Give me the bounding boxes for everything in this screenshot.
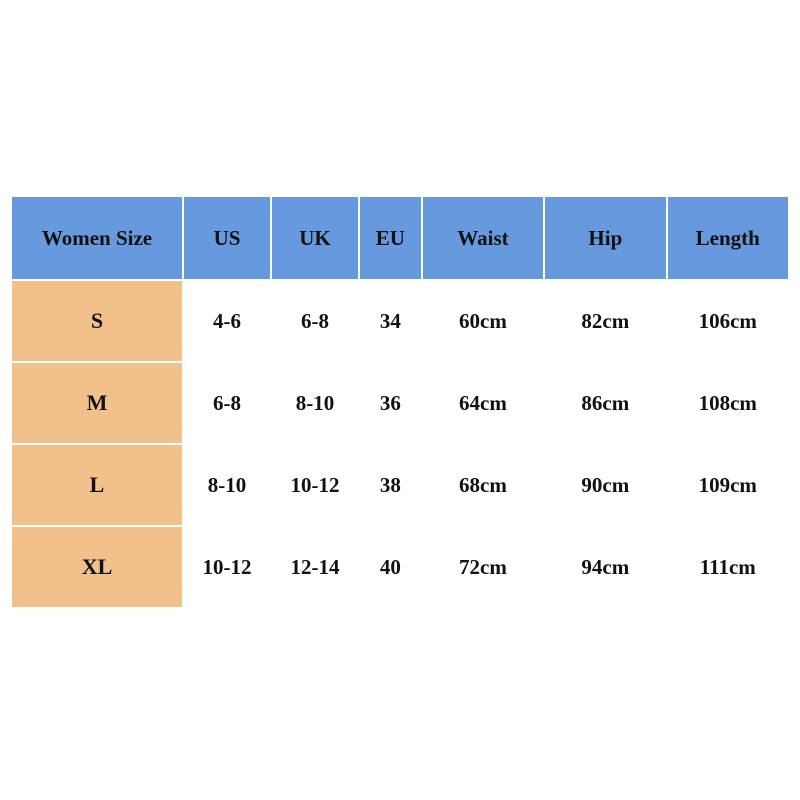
cell-size: XL — [11, 526, 183, 608]
cell-length: 109cm — [667, 444, 789, 526]
table-row — [11, 526, 789, 608]
women-size-chart-table — [10, 195, 790, 609]
cell-eu: 34 — [359, 280, 422, 362]
table-row — [11, 362, 789, 444]
cell-uk: 10-12 — [271, 444, 359, 526]
cell-waist: 64cm — [422, 362, 544, 444]
cell-uk: 8-10 — [271, 362, 359, 444]
column-header-length: Length — [667, 196, 789, 280]
table-body — [11, 280, 789, 608]
column-header-uk: UK — [271, 196, 359, 280]
cell-waist: 72cm — [422, 526, 544, 608]
table-row — [11, 444, 789, 526]
cell-eu: 36 — [359, 362, 422, 444]
cell-length: 108cm — [667, 362, 789, 444]
cell-us: 8-10 — [183, 444, 271, 526]
cell-hip: 94cm — [544, 526, 666, 608]
cell-us: 10-12 — [183, 526, 271, 608]
cell-size: M — [11, 362, 183, 444]
table-row — [11, 280, 789, 362]
cell-eu: 40 — [359, 526, 422, 608]
column-header-us: US — [183, 196, 271, 280]
table-header — [11, 196, 789, 280]
table-header-row — [11, 196, 789, 280]
cell-length: 106cm — [667, 280, 789, 362]
column-header-women-size: Women Size — [11, 196, 183, 280]
cell-size: S — [11, 280, 183, 362]
cell-waist: 68cm — [422, 444, 544, 526]
column-header-waist: Waist — [422, 196, 544, 280]
cell-size: L — [11, 444, 183, 526]
cell-uk: 12-14 — [271, 526, 359, 608]
cell-length: 111cm — [667, 526, 789, 608]
cell-hip: 82cm — [544, 280, 666, 362]
cell-hip: 86cm — [544, 362, 666, 444]
cell-us: 6-8 — [183, 362, 271, 444]
cell-us: 4-6 — [183, 280, 271, 362]
cell-waist: 60cm — [422, 280, 544, 362]
cell-hip: 90cm — [544, 444, 666, 526]
cell-uk: 6-8 — [271, 280, 359, 362]
column-header-eu: EU — [359, 196, 422, 280]
cell-eu: 38 — [359, 444, 422, 526]
column-header-hip: Hip — [544, 196, 666, 280]
